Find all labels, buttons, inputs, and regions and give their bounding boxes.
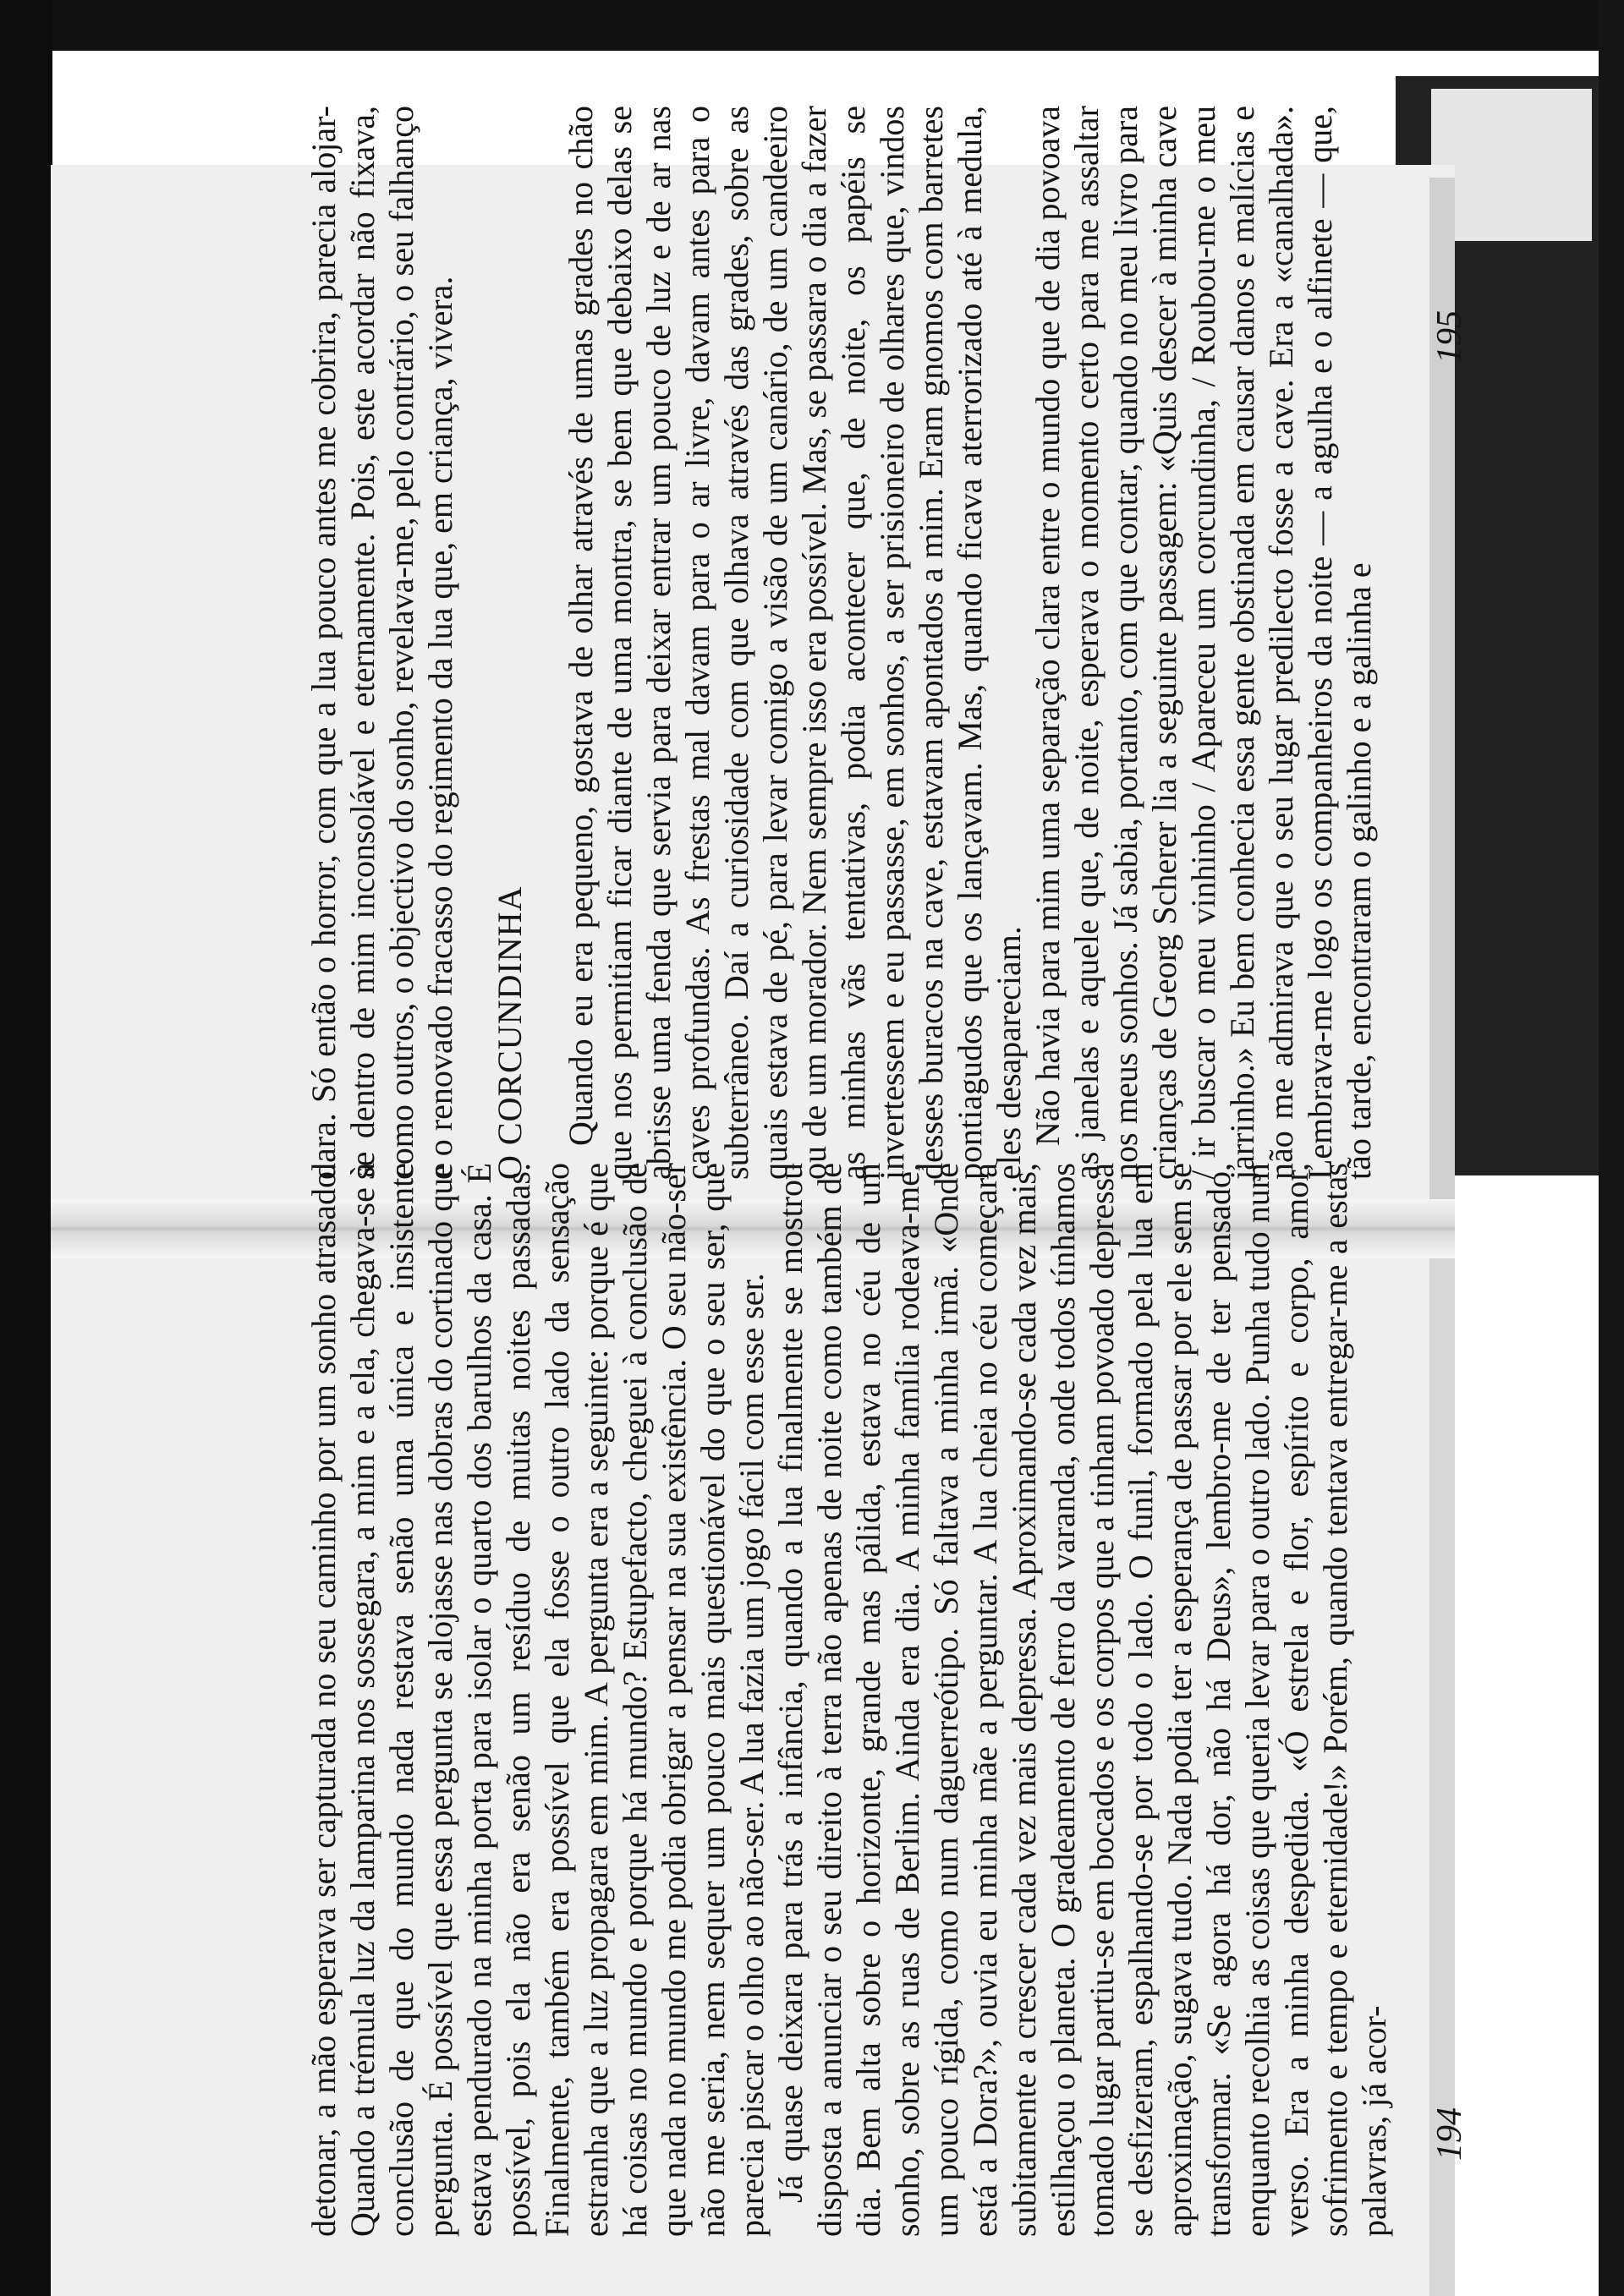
chapter-heading: O CORCUNDINHA [491, 885, 529, 1180]
scanner-background-left [0, 0, 52, 2296]
paragraph: Quando eu era pequeno, gostava de olhar através de umas grades no chão que nos permitiam ficar diante de uma montra, se bem que debaixo delas se abrisse uma fenda que servia para deixar entrar um pouco de luz e de ar nas caves profundas. As frestas mal davam para o ar livre, davam antes para o subterrâneo. Daí a curiosidade com que olhava através das grades, sobre as quais estava de pé, para levar comigo a visão de um canário, de um candeeiro ou de um morador. Nem sempre isso era possível. Mas, se passara o dia a fazer as minhas vãs tentativas, podia acontecer que, de noite, os papéis se invertessem e eu passasse, em sonhos, a ser prisioneiro de olhares que, vindos desses buracos na cave, estavam apontados a mim. Eram gnomos com barretes pontiagudos que os lançavam. Mas, quando ficava aterrorizado até à medula, eles desapareciam. [562, 106, 1028, 1180]
paragraph-continued: detonar, a mão esperava ser capturada no seu caminho por um sonho atrasado. Quando a trémula luz da lamparina nos sossegara, a mim e a ela, chegava-se à conclusão de que do mundo nada restava senão uma única e insistente pergunta. É possível que essa pergunta se alojasse nas dobras do cortinado que estava pendurado na minha porta para isolar o quarto dos barulhos da casa. É possível, pois ela não era senão um resíduo de muitas noites passadas. Finalmente, também era possível que ela fosse o outro lado da sensação estranha que a luz propagara em mim. A pergunta era a seguinte: porque é que há coisas no mundo e porque há mundo? Estupefacto, cheguei à conclusão de que nada no mundo me podia obrigar a pensar na sua existência. O seu não-ser não me seria, nem sequer um pouco mais questionável do que o seu ser, que parecia piscar o olho ao não-ser. A lua fazia um jogo fácil com esse ser. [304, 1163, 771, 2237]
page-195 [304, 106, 1624, 1180]
paragraph-continued: dara. Só então o horror, com que a lua pouco antes me cobrira, parecia alojar-se dentro de mim inconsolável e eternamente. Pois, este acordar não fixava, como outros, o objectivo do sonho, revelava-me, pelo contrário, o seu falhanço e o renovado fracasso do regimento da lua que, em criança, vivera. [304, 106, 459, 1180]
page-number-194: 194 [1430, 2107, 1469, 2161]
paragraph: Não havia para mim uma separação clara entre o mundo que de dia povoava as janelas e aquele que, de noite, esperava o momento certo para me assaltar nos meus sonhos. Já sabia, portanto, com que contar, quando no meu livro para crianças de Georg Scherer lia a seguinte passagem: «Quis descer à minha cave / ir buscar o meu vinhinho / Apareceu um corcundinha, / Roubou-me o meu jarrinho.» Eu bem conhecia essa gente obstinada em causar danos e malícias e não me admirava que o seu lugar predilecto fosse a cave. Era a «canalhada». Lembrava-me logo os companheiros da noite — a agulha e o alfinete — que, tão tarde, encontraram o galinho e a galinha e [1029, 106, 1378, 1180]
page-number-195: 195 [1430, 310, 1469, 364]
page-194 [304, 1163, 1624, 2237]
scanner-background-top [0, 0, 1624, 51]
paragraph: Já quase deixara para trás a infância, quando a lua finalmente se mostrou disposta a anunciar o seu direito à terra não apenas de noite como também de dia. Bem alta sobre o horizonte, grande mas pálida, estava no céu de um sonho, sobre as ruas de Berlim. Ainda era dia. A minha família rodeava-me, um pouco rígida, como num daguerreótipo. Só faltava a minha irmã. «Onde está a Dora?», ouvia eu minha mãe a perguntar. A lua cheia no céu começara subitamente a crescer cada vez mais depressa. Aproximando-se cada vez mais, estilhaçou o planeta. O gradeamento de ferro da varanda, onde todos tínhamos tomado lugar partiu-se em bocados e os corpos que a tinham povoado depressa se desfizeram, espalhando-se por todo o lado. O funil, formado pela lua em aproximação, sugava tudo. Nada podia ter a esperança de passar por ele sem se transformar. «Se agora há dor, não há Deus», lembro-me de ter pensado, enquanto recolhia as coisas que queria levar para o outro lado. Punha tudo num verso. Era a minha despedida. «Ó estrela e flor, espírito e corpo, amor, sofrimento e tempo e eternidade!» Porém, quando tentava entregar-me a estas palavras, já acor- [771, 1163, 1393, 2237]
